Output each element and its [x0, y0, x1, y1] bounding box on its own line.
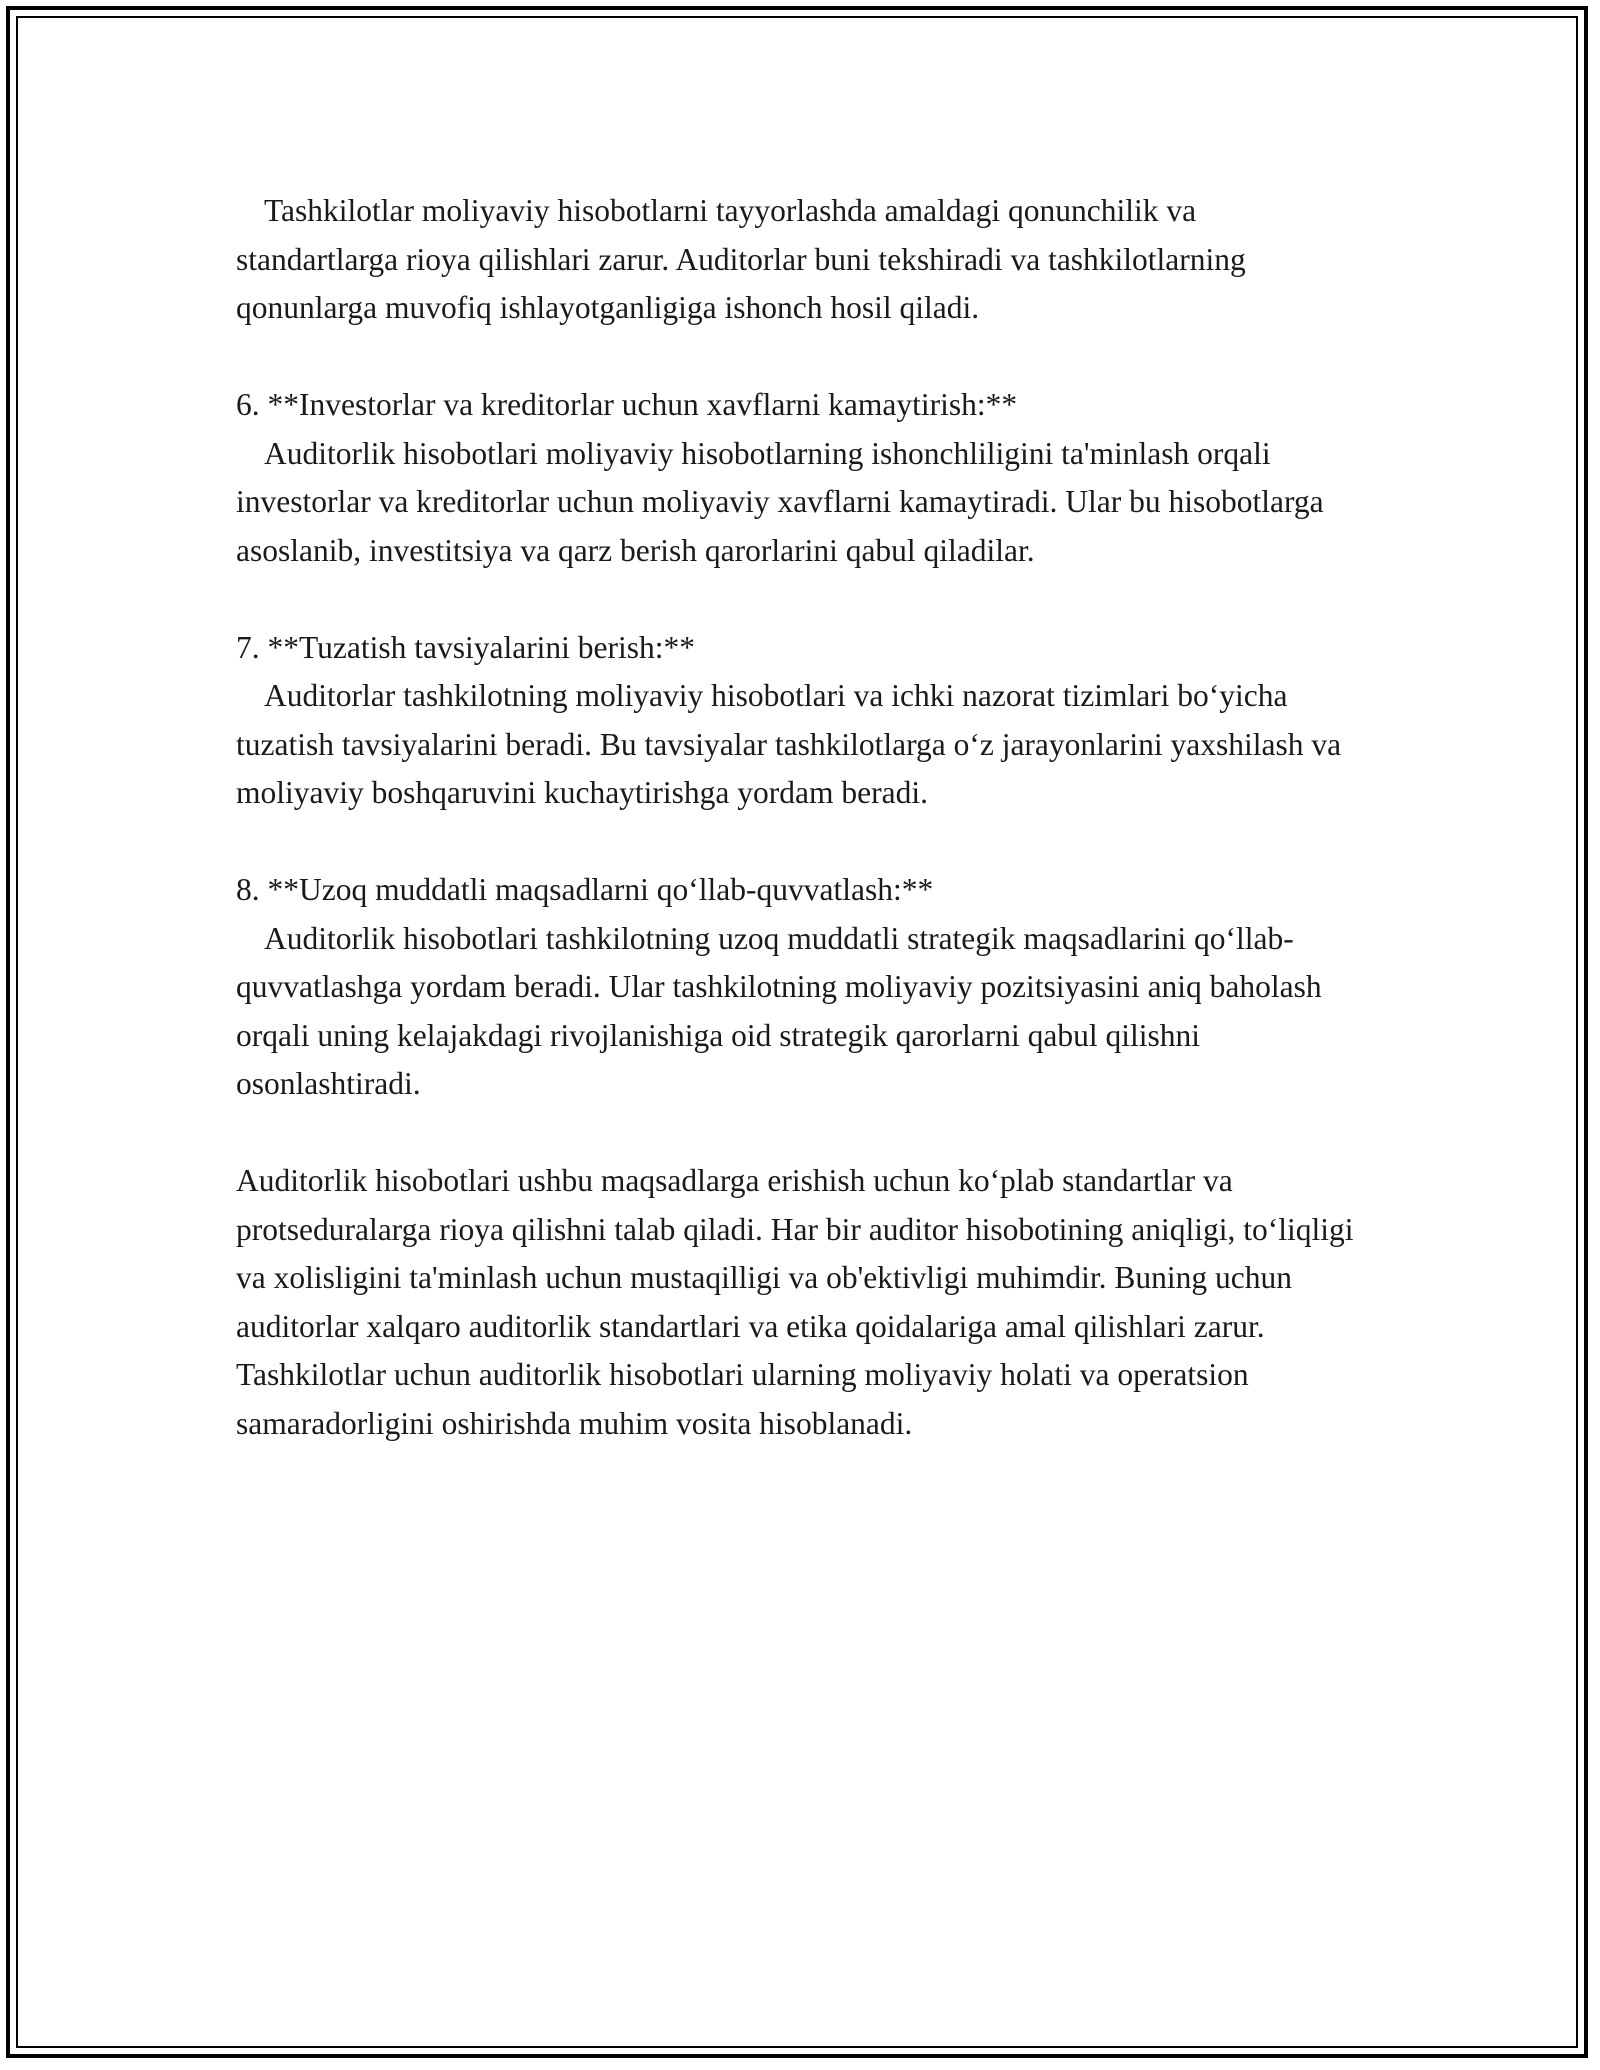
document-body — [236, 187, 1366, 1448]
paragraph-gap — [236, 575, 1366, 624]
section-body — [236, 915, 1366, 1109]
section-body-text: Auditorlik hisobotlari tashkilotning uzoq muddatli strategik maqsadlarini qo‘llab-quvvatlashga yordam beradi. Ular tashkilotning moliyaviy pozitsiyasini aniq baholash orqali uning kelajakdagi rivojlanishiga oid strategik qarorlarni qabul qilishni osonlashtiradi. — [236, 920, 1330, 1101]
intro-paragraph-text: Tashkilotlar moliyaviy hisobotlarni tayyorlashda amaldagi qonunchilik va standartlarga rioya qilishlari zarur. Auditorlar buni tekshiradi va tashkilotlarning qonunlarga muvofiq ishlayotganligiga ishonch hosil qiladi. — [236, 193, 1254, 325]
paragraph-gap — [236, 818, 1366, 867]
paragraph-gap — [236, 333, 1366, 382]
section-body-text: Auditorlik hisobotlari moliyaviy hisobotlarning ishonchliligini ta'minlash orqali investorlar va kreditorlar uchun moliyaviy xavflarni kamaytiradi. Ular bu hisobotlarga asoslanib, investitsiya va qarz berish qarorlarini qabul qiladilar. — [236, 435, 1332, 568]
closing-paragraph: Auditorlik hisobotlari ushbu maqsadlarga erishish uchun ko‘plab standartlar va protseduralarga rioya qilishni talab qiladi. Har bir auditor hisobotining aniqligi, to‘liqligi va xolisligini ta'minlash uchun mustaqilligi va ob'ektivligi muhimdir. Buning uchun auditorlar xalqaro auditorlik standartlari va etika qoidalariga amal qilishlari zarur. Tashkilotlar uchun auditorlik hisobotlari ularning moliyaviy holati va operatsion samaradorligini oshirishda muhim vosita hisoblanadi. — [236, 1163, 1362, 1441]
section-body — [236, 430, 1366, 576]
section-heading: 6. **Investorlar va kreditorlar uchun xavflarni kamaytirish:** — [236, 387, 1018, 422]
intro-paragraph — [236, 187, 1366, 333]
section-heading: 8. **Uzoq muddatli maqsadlarni qo‘llab-quvvatlash:** — [236, 872, 934, 907]
paragraph-gap — [236, 1109, 1366, 1158]
section-heading: 7. **Tuzatish tavsiyalarini berish:** — [236, 629, 696, 665]
section-body-text: Auditorlar tashkilotning moliyaviy hisobotlari va ichki nazorat tizimlari bo‘yicha tuzatish tavsiyalarini beradi. Bu tavsiyalar tashkilotlarga o‘z jarayonlarini yaxshilash va moliyaviy boshqaruvini kuchaytirishga yordam beradi. — [236, 678, 1349, 810]
section-body — [236, 672, 1366, 818]
